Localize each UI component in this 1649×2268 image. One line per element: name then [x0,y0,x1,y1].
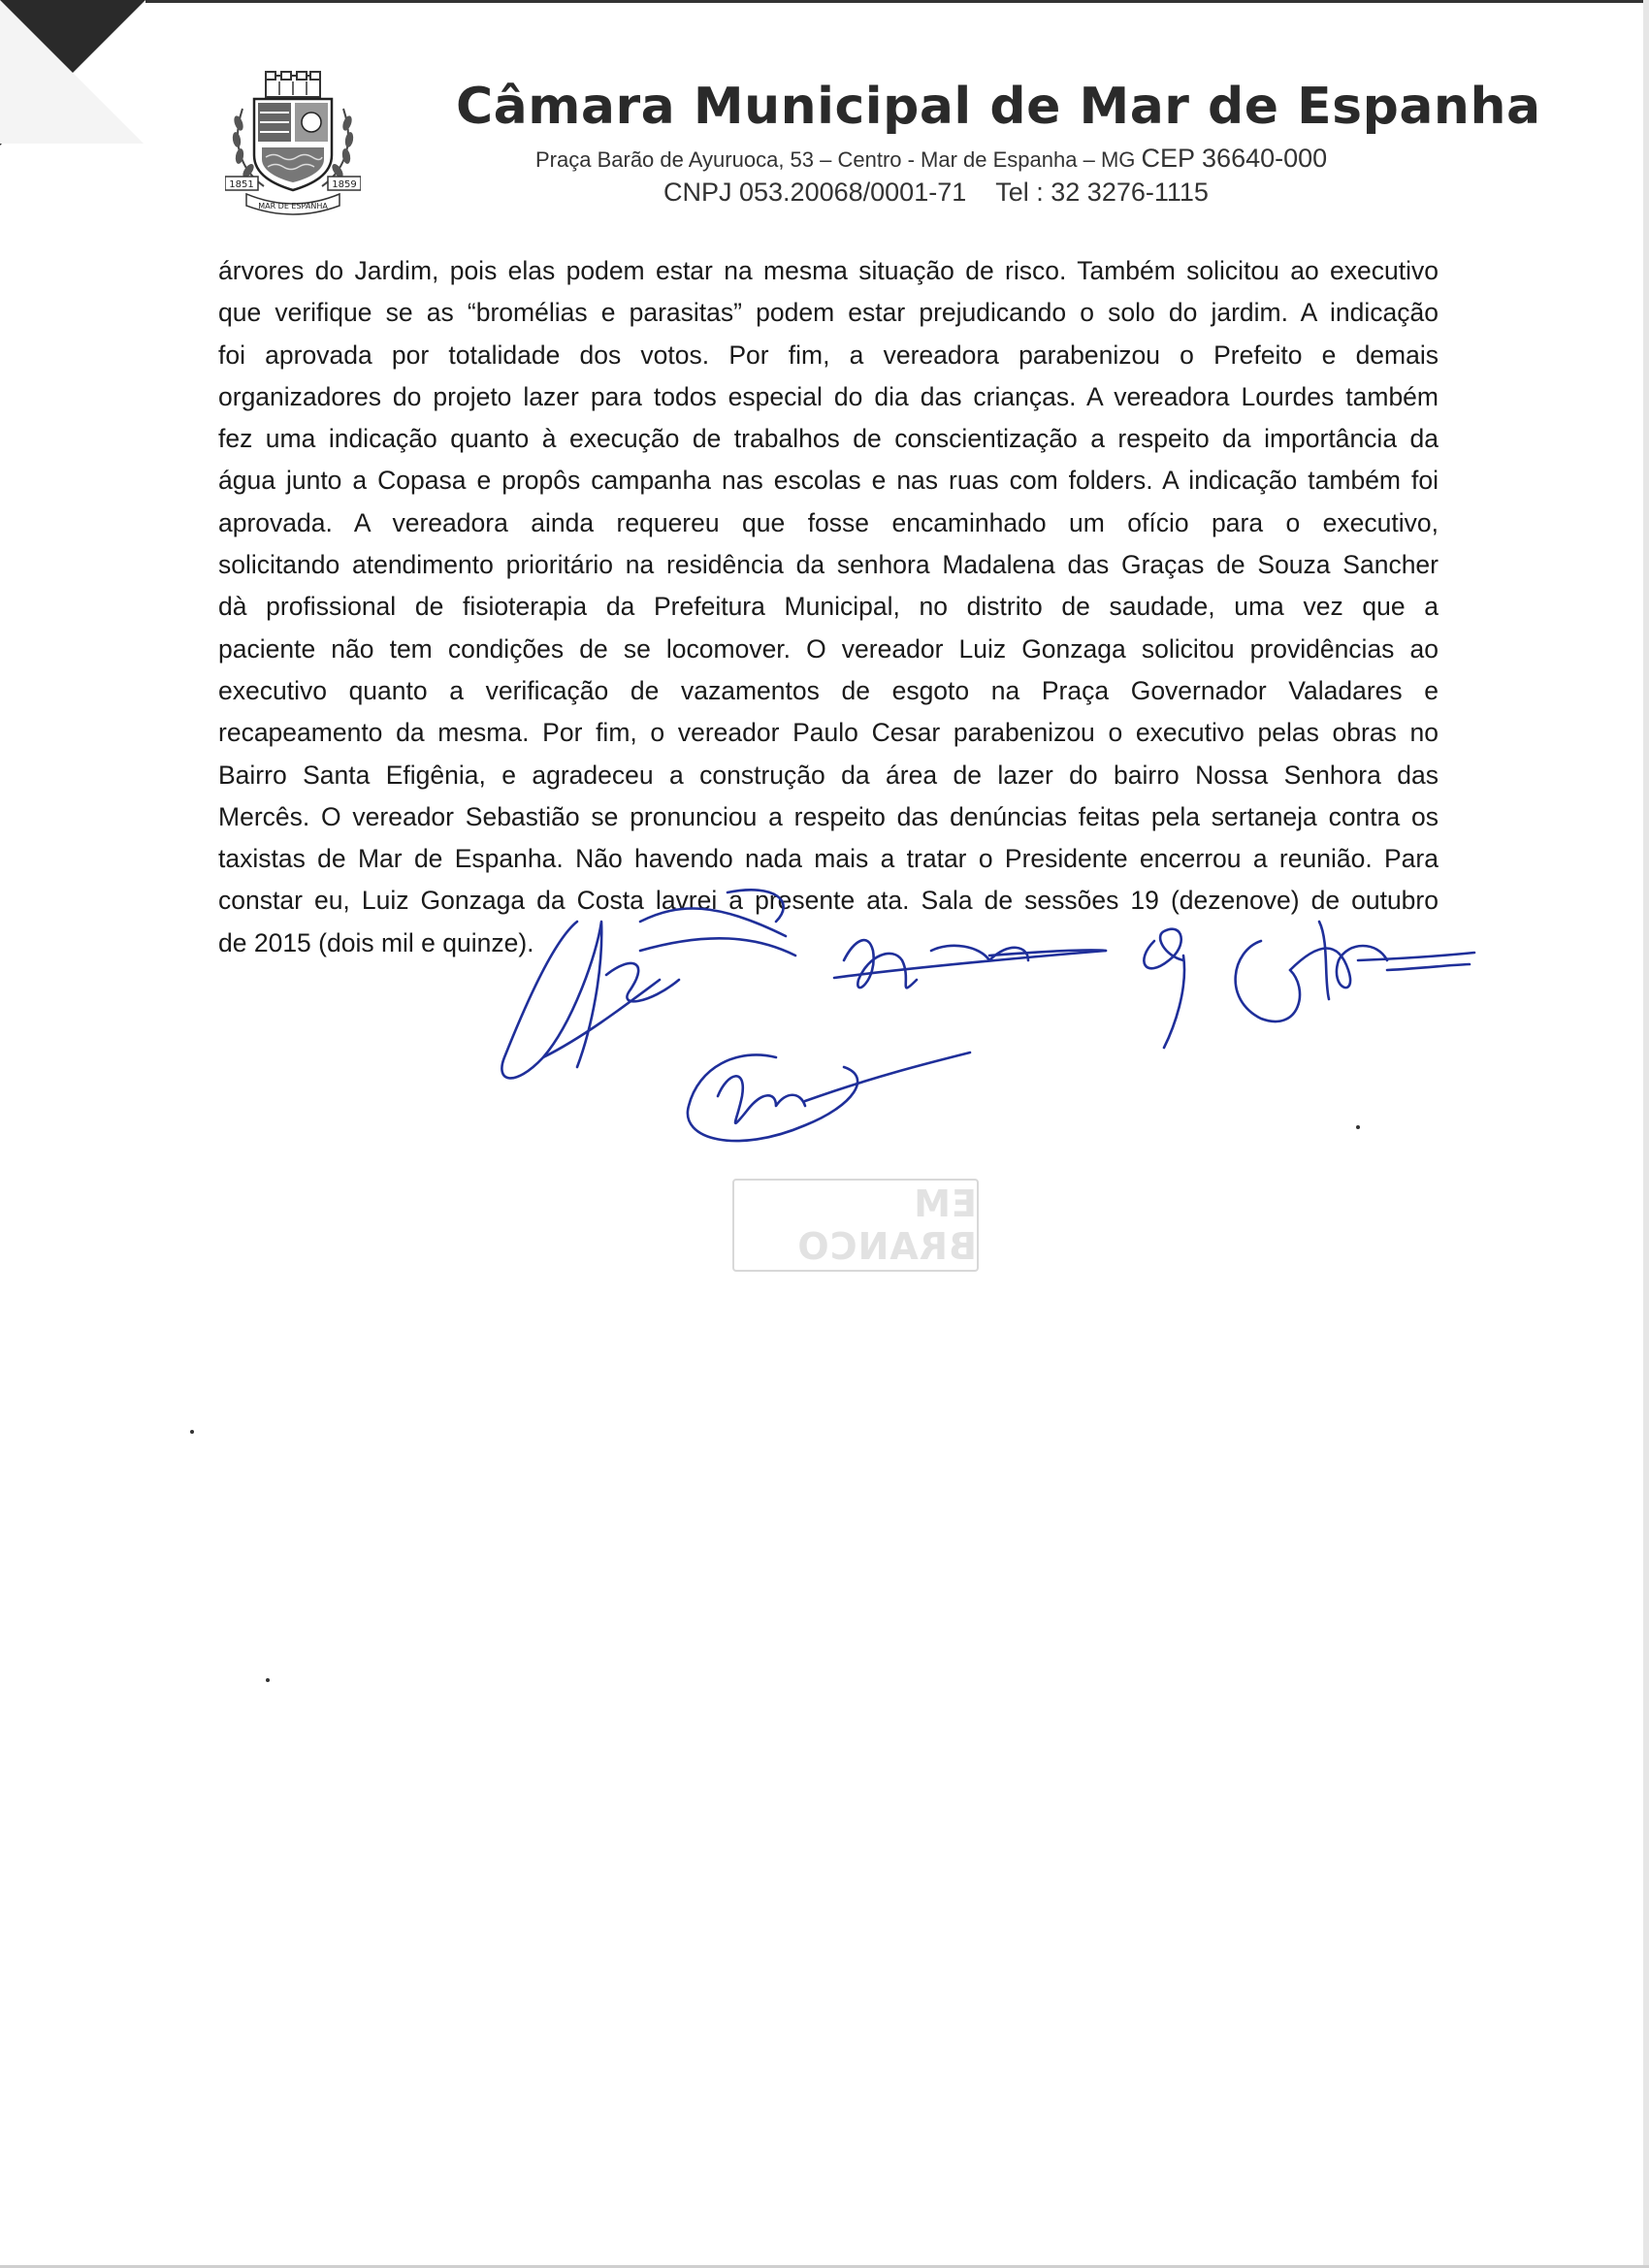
body-line: dà profissional de fisioterapia da Prefeitura Municipal, no distrito de saudade, uma vez que a [218,592,1439,622]
body-line: de 2015 (dois mil e quinze). [218,927,534,957]
scan-speck [190,1430,194,1434]
body-line: fez uma indicação quanto à execução de trabalhos de conscientização a respeito da importância da [218,424,1439,454]
scan-speck [1356,1125,1360,1129]
institution-title: Câmara Municipal de Mar de Espanha [456,78,1541,136]
signature-1 [501,890,795,1078]
scan-edge-right [1643,0,1649,2268]
body-line: Bairro Santa Efigênia, e agradeceu a construção da área de lazer do bairro Nossa Senhora das [218,760,1439,790]
folded-corner-inner [0,0,144,144]
tel-text: Tel : 32 3276-1115 [995,178,1209,207]
signature-2 [834,940,1106,988]
crest-year-right: 1859 [332,179,357,190]
institution-contact [663,178,1439,208]
crest-year-left: 1851 [229,179,254,190]
crest-banner: MAR DE ESPANHA [258,202,328,211]
body-line: executivo quanto a verificação de vazamentos de esgoto na Praça Governador Valadares e [218,675,1439,705]
body-line: árvores do Jardim, pois elas podem estar na mesma situação de risco. Também solicitou ao executivo [218,256,1439,285]
coat-of-arms-icon [225,70,361,215]
stamp-text: EM BRANCO [796,1183,977,1268]
minutes-body [218,250,1439,964]
scan-speck [266,1678,270,1682]
body-line: foi aprovada por totalidade dos votos. Por fim, a vereadora parabenizou o Prefeito e demais [218,340,1439,370]
cnpj-text: CNPJ 053.20068/0001-71 [663,178,967,207]
body-line: água junto a Copasa e propôs campanha nas escolas e nas ruas com folders. A indicação também foi [218,466,1439,496]
body-line: paciente não tem condições de se locomover. O vereador Luiz Gonzaga solicitou providências ao [218,633,1439,664]
cep-text: CEP 36640-000 [1141,144,1328,173]
body-line: que verifique se as “bromélias e parasitas” podem estar prejudicando o solo do jardim. A indicação [218,298,1439,328]
body-line: Mercês. O vereador Sebastião se pronunciou a respeito das denúncias feitas pela sertaneja contra os [218,801,1439,831]
blank-stamp [732,1179,979,1272]
signatures [485,863,1504,1174]
body-line: organizadores do projeto lazer para todos especial do dia das crianças. A vereadora Lourdes também [218,381,1439,411]
body-line: recapeamento da mesma. Por fim, o vereador Paulo Cesar parabenizou o executivo pelas obras no [218,718,1439,748]
body-line: taxistas de Mar de Espanha. Não havendo nada mais a tratar o Presidente encerrou a reunião. Para [218,844,1439,874]
body-line: constar eu, Luiz Gonzaga da Costa lavrei a presente ata. Sala de sessões 19 (dezenove) de outubro [218,886,1439,916]
institution-address [535,144,1408,174]
address-text: Praça Barão de Ayuruoca, 53 – Centro - Mar de Espanha – MG [535,147,1136,172]
signature-4 [688,1053,970,1141]
body-line: solicitando atendimento prioritário na residência da senhora Madalena das Graças de Souza Sancher [218,550,1439,580]
body-line: aprovada. A vereadora ainda requereu que fosse encaminhado um ofício para o executivo, [218,507,1439,537]
signature-3 [1144,922,1474,1048]
scan-edge-top [146,0,1649,3]
